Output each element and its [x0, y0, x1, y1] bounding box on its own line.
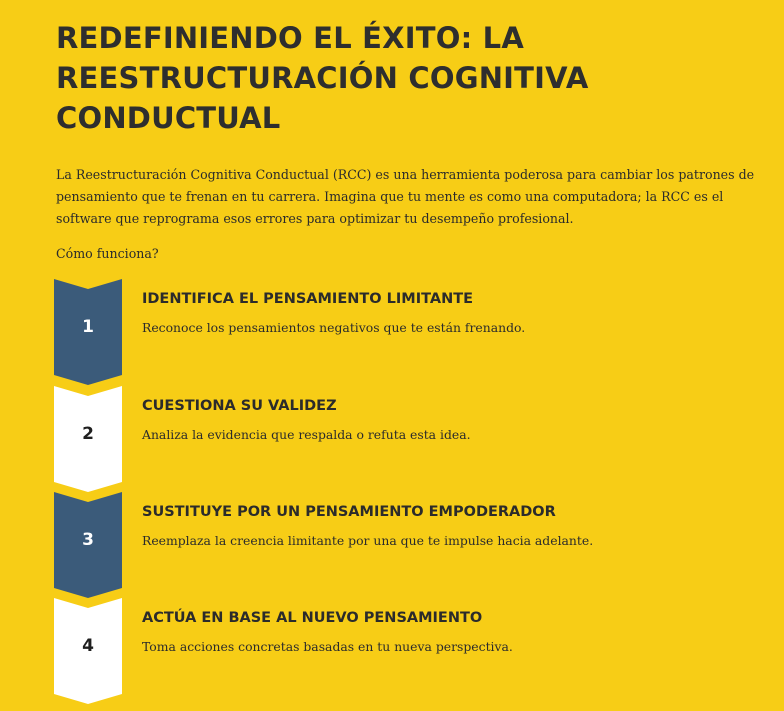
- step-2-title: CUESTIONA SU VALIDEZ: [142, 398, 337, 414]
- step-4-number: 4: [82, 636, 94, 656]
- step-3-title: SUSTITUYE POR UN PENSAMIENTO EMPODERADOR: [142, 504, 556, 520]
- step-4-description: Toma acciones concretas basadas en tu nueva perspectiva.: [142, 639, 513, 654]
- step-3: [54, 492, 774, 602]
- step-4-title: ACTÚA EN BASE AL NUEVO PENSAMIENTO: [142, 610, 483, 626]
- step-1-number: 1: [82, 317, 94, 337]
- step-4: [54, 598, 774, 708]
- step-2-description: Analiza la evidencia que respalda o refuta esta idea.: [142, 427, 471, 442]
- intro-paragraph: La Reestructuración Cognitiva Conductual (RCC) es una herramienta poderosa para cambiar los patrones de pensamiento que te frenan en tu carrera. Imagina que tu mente es como una computadora; la RCC es el software que reprograma esos errores para optimizar tu desempeño profesional.: [56, 167, 755, 226]
- step-3-description: Reemplaza la creencia limitante por una que te impulse hacia adelante.: [142, 533, 594, 548]
- step-3-number: 3: [82, 530, 94, 550]
- step-1-title: IDENTIFICA EL PENSAMIENTO LIMITANTE: [142, 291, 474, 307]
- how-it-works-label: Cómo funciona?: [56, 246, 159, 261]
- step-2-number: 2: [82, 424, 94, 444]
- page-title: REDEFINIENDO EL ÉXITO: LA REESTRUCTURACIÓN COGNITIVA CONDUCTUAL: [56, 21, 589, 135]
- step-2: [54, 386, 774, 496]
- step-1: [54, 279, 774, 389]
- step-1-description: Reconoce los pensamientos negativos que te están frenando.: [142, 320, 526, 335]
